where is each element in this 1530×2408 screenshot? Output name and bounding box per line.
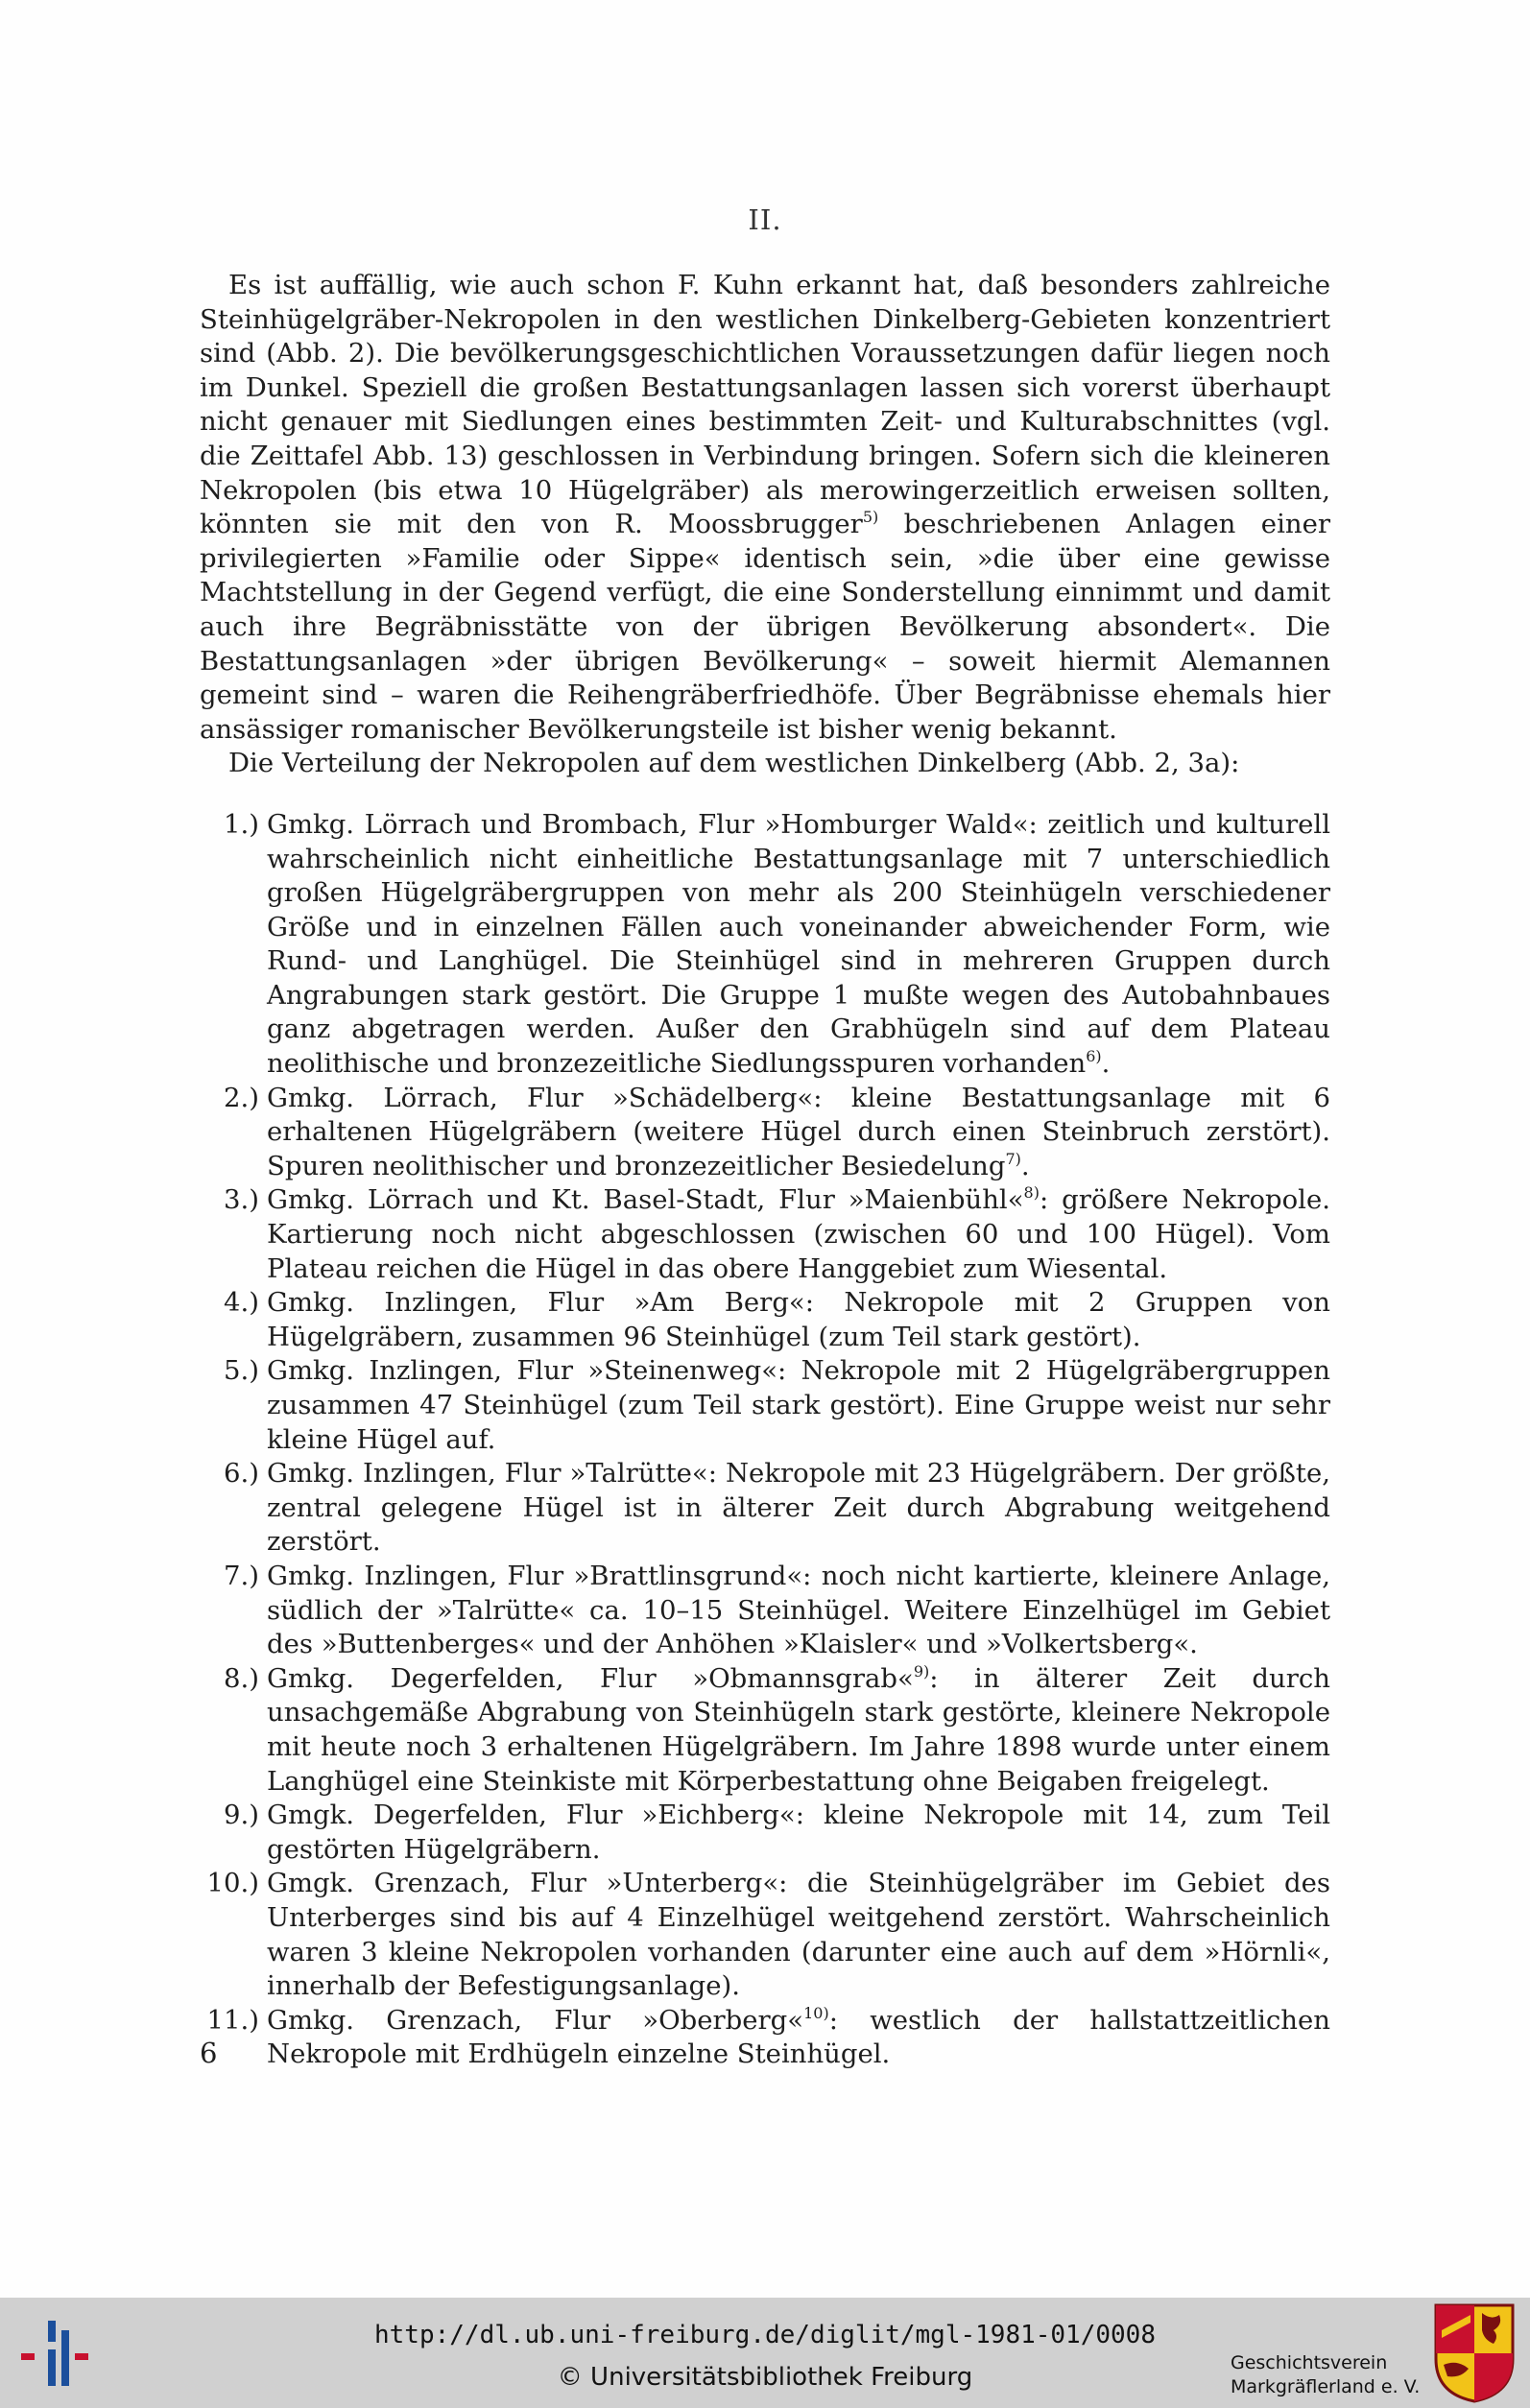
list-item-number: 10.) — [206, 1868, 259, 1899]
body-text — [200, 269, 1330, 2072]
footnote-ref: 6) — [1086, 1047, 1102, 1066]
list-item-number: 9.) — [224, 1800, 259, 1831]
list-item-number: 7.) — [224, 1560, 259, 1591]
society-line-1: Geschichtsverein — [1231, 2352, 1388, 2373]
list-item — [200, 1354, 1330, 1457]
list-item-text-after: : größere Nekropole. Kartierung noch nicht abgeschlossen (zwischen 60 und 100 Hügel). Vom Plateau reichen die Hügel in das obere Hanggebiet zum Wiesental. — [267, 1184, 1330, 1284]
list-item-number: 8.) — [224, 1662, 259, 1694]
intro-text-1: Es ist auffällig, wie auch schon F. Kuhn erkannt hat, daß besonders zahlreiche Steinhügelgräber-Nekropolen in den westlichen Dinkelberg-Gebieten konzentriert sind (Abb. 2). Die bevölkerungsgeschichtlichen Voraussetzungen dafür liegen noch im Dunkel. Speziell die großen Bestattungsanlagen lassen sich vorerst überhaupt nicht genauer mit Siedlungen eines bestimmten Zeit- und Kulturabschnittes (vgl. die Zeittafel Abb. 13) geschlossen in Verbindung bringen. Sofern sich die kleineren Nekropolen (bis etwa 10 Hügelgräber) als merowingerzeitlich erweisen sollten, könnten sie mit den von R. Moossbrugger — [200, 270, 1330, 540]
society-name — [1231, 2351, 1420, 2399]
list-item-number: 5.) — [224, 1355, 259, 1387]
intro-paragraph — [200, 269, 1330, 747]
list-item — [200, 1082, 1330, 1184]
list-intro: Die Verteilung der Nekropolen auf dem westlichen Dinkelberg (Abb. 2, 3a): — [228, 748, 1240, 779]
list-item-text: Gmkg. Lörrach und Brombach, Flur »Homburger Wald«: zeitlich und kulturell wahrscheinlich nicht einheitliche Bestattungsanlage mit 7 unterschiedlich großen Hügelgräbergruppen von mehr als 200 Steinhügeln verschiedener Größe und in einzelnen Fällen auch voneinander abweichender Form, wie Rund- und Langhügel. Die Steinhügel sind in mehreren Gruppen durch Angrabungen stark gestört. Die Gruppe 1 mußte wegen des Autobahnbaues ganz abgetragen werden. Außer den Grabhügeln sind auf dem Plateau neolithische und bronzezeitliche Siedlungsspuren vorhanden — [267, 808, 1330, 1080]
list-item — [200, 1799, 1330, 1867]
footnote-ref: 7) — [1005, 1149, 1021, 1168]
list-item — [200, 1457, 1330, 1560]
list-item-number: 11.) — [206, 2004, 259, 2036]
footnote-ref: 5) — [862, 508, 879, 527]
list-item — [200, 1560, 1330, 1662]
list-item-number: 1.) — [224, 808, 259, 840]
coat-of-arms-icon[interactable] — [1432, 2301, 1517, 2405]
nekropolen-list — [200, 808, 1330, 2072]
list-item-text: Gmgk. Grenzach, Flur »Unterberg«: die Steinhügelgräber im Gebiet des Unterberges sind bis auf 4 Einzelhügel weitgehend zerstört. Wahrscheinlich waren 3 kleine Nekropolen vorhanden (darunter eine auch auf dem »Hörnli«, innerhalb der Befestigungsanlage). — [267, 1868, 1330, 2002]
footer-bar — [0, 2298, 1530, 2408]
list-item — [200, 1662, 1330, 1799]
copyright-text: © Universitätsbibliothek Freiburg — [557, 2363, 973, 2392]
chapter-heading: II. — [748, 203, 782, 236]
list-item-number: 6.) — [224, 1458, 259, 1490]
list-item-number: 2.) — [224, 1082, 259, 1113]
list-item-text-after: . — [1101, 1048, 1111, 1080]
list-item-text: Gmkg. Inzlingen, Flur »Brattlinsgrund«: noch nicht kartierte, kleinere Anlage, südlich der »Talrütte« ca. 10–15 Steinhügel. Weitere Einzelhügel im Gebiet des »Buttenberges« und der Anhöhen »Klaisler« und »Volkertsberg«. — [267, 1560, 1330, 1660]
society-line-2: Markgräflerland e. V. — [1231, 2376, 1421, 2397]
list-item-text: Gmkg. Lörrach, Flur »Schädelberg«: kleine Bestattungsanlage mit 6 erhaltenen Hügelgräbern (weitere Hügel durch einen Steinbruch zerstört). Spuren neolithischer und bronzezeitlicher Besiedelung — [267, 1082, 1330, 1181]
list-item — [200, 2004, 1330, 2072]
intro-text-2: beschriebenen Anlagen einer privilegierten »Familie oder Sippe« identisch sein, »die über eine gewisse Machtstellung in der Gegend verfügt, die eine Sonderstellung einnimmt und damit auch ihre Begräbnisstätte von der übrigen Bevölkerung absondert«. Die Bestattungsanlagen »der übrigen Bevölkerung« – soweit hiermit Alemannen gemeint sind – waren die Reihengräberfriedhöfe. Über Begräbnisse ehemals hier ansässiger romanischer Bevölkerungsteile ist bisher wenig bekannt. — [200, 509, 1330, 745]
footnote-ref: 8) — [1023, 1183, 1040, 1203]
footnote-ref: 10) — [803, 2003, 829, 2022]
list-item-text: Gmkg. Inzlingen, Flur »Am Berg«: Nekropole mit 2 Gruppen von Hügelgräbern, zusammen 96 Steinhügel (zum Teil stark gestört). — [267, 1287, 1330, 1352]
list-item — [200, 1867, 1330, 2003]
list-item-text-after: : in älterer Zeit durch unsachgemäße Abgrabung von Steinhügeln stark gestörte, kleinere Nekropole mit heute noch 3 erhaltenen Hügelgräbern. Im Jahre 1898 wurde unter einem Langhügel eine Steinkiste mit Körperbestattung ohne Beigaben freigelegt. — [267, 1662, 1330, 1797]
list-item-text: Gmgk. Degerfelden, Flur »Eichberg«: kleine Nekropole mit 14, zum Teil gestörten Hügelgräbern. — [267, 1800, 1330, 1865]
footnote-ref: 9) — [913, 1661, 930, 1681]
list-item-text: Gmkg. Inzlingen, Flur »Steinenweg«: Nekropole mit 2 Hügelgräbergruppen zusammen 47 Steinhügel (zum Teil stark gestört). Eine Gruppe weist nur sehr kleine Hügel auf. — [267, 1355, 1330, 1455]
list-item-text: Gmkg. Lörrach und Kt. Basel-Stadt, Flur »Maienbühl« — [267, 1184, 1024, 1216]
list-item-text: Gmkg. Degerfelden, Flur »Obmannsgrab« — [267, 1662, 914, 1694]
permalink-url[interactable]: http://dl.ub.uni-freiburg.de/diglit/mgl-1981-01/0008 — [374, 2321, 1156, 2349]
list-item-number: 4.) — [224, 1287, 259, 1319]
page-number: 6 — [200, 2037, 218, 2069]
list-item-number: 3.) — [224, 1184, 259, 1216]
list-item-text-after: : westlich der hallstattzeitlichen Nekropole mit Erdhügeln einzelne Steinhügel. — [267, 2004, 1330, 2070]
list-item-text: Gmkg. Grenzach, Flur »Oberberg« — [267, 2004, 804, 2036]
list-item-text-after: . — [1020, 1150, 1030, 1181]
list-item — [200, 1286, 1330, 1354]
list-item — [200, 808, 1330, 1082]
list-item — [200, 1183, 1330, 1286]
list-item-text: Gmkg. Inzlingen, Flur »Talrütte«: Nekropole mit 23 Hügelgräbern. Der größte, zentral gelegene Hügel ist in älterer Zeit durch Abgrabung weitgehend zerstört. — [267, 1458, 1330, 1558]
